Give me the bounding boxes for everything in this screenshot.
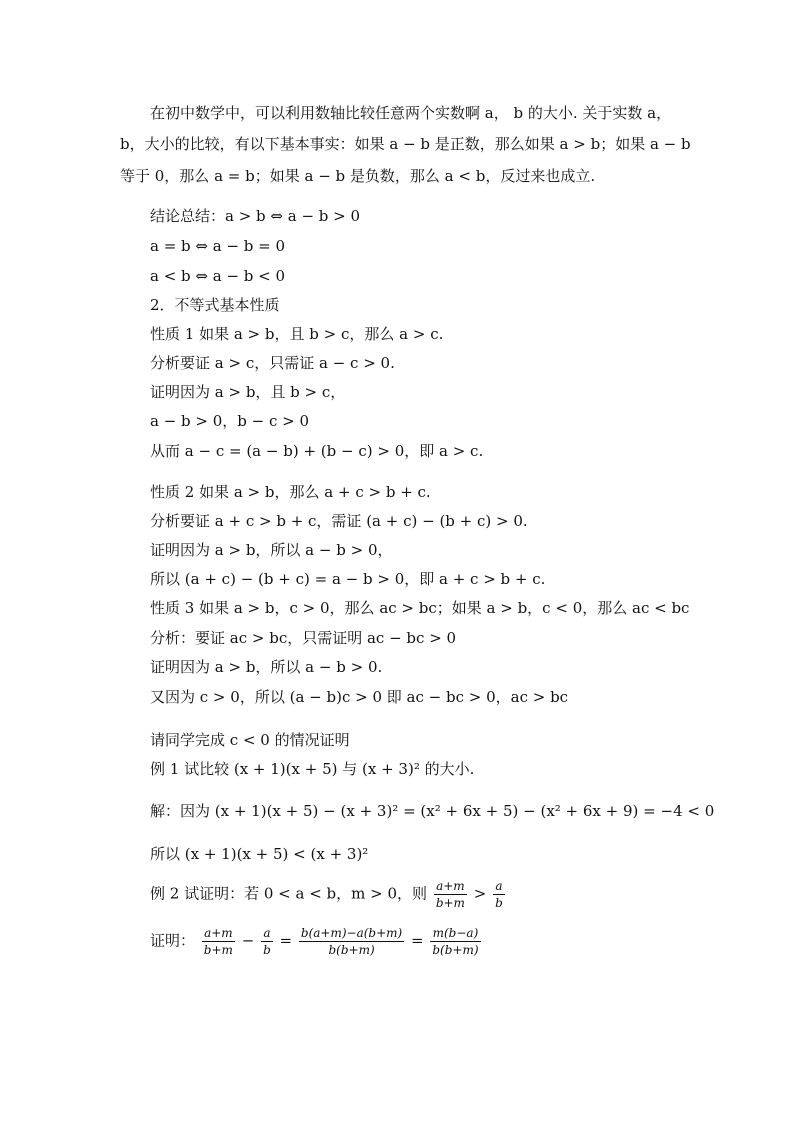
proof-3-line-1: 证明因为 a > b，所以 a − b > 0.: [150, 658, 383, 676]
property-1: 性质 1 如果 a > b，且 b > c，那么 a > c.: [150, 325, 444, 343]
fraction-a-over-b: $\frac{a}{b}$: [495, 879, 503, 910]
proof-2-line-1: 证明因为 a > b，所以 a − b > 0，: [150, 541, 393, 559]
paragraph-line-1: 在初中数学中，可以利用数轴比较任意两个实数啊 a， b 的大小. 关于实数 a，: [150, 104, 672, 122]
analysis-1: 分析要证 a > c，只需证 a − c > 0.: [150, 354, 395, 372]
paragraph-line-3: 等于 0，那么 a = b；如果 a − b 是负数，那么 a < b，反过来也成立.: [120, 167, 596, 185]
proof-fraction-1: $\frac{a+m}{b+m}$: [203, 926, 233, 957]
proof-fraction-3: $\frac{b(a+m)-a(b+m)}{b(b+m)}$: [300, 926, 403, 957]
conclusion-line-2: a = b ⇔ a − b = 0: [150, 237, 286, 255]
proof-1-line-1: 证明因为 a > b，且 b > c，: [150, 383, 346, 401]
proof-fraction-2: $\frac{a}{b}$: [263, 926, 271, 957]
proof-1-line-2: a − b > 0，b − c > 0: [150, 412, 310, 430]
example-1-conclusion: 所以 (x + 1)(x + 5) < (x + 3)²: [150, 845, 369, 863]
analysis-2: 分析要证 a + c > b + c，需证 (a + c) − (b + c) > 0.: [150, 512, 528, 530]
example-2: 例 2 试证明：若 0 < a < b，m > 0，则 $\frac{a+m}{b+m}$ > $\frac{a}{b}$: [150, 879, 503, 910]
property-2: 性质 2 如果 a > b，那么 a + c > b + c.: [150, 483, 431, 501]
example-1: 例 1 试比较 (x + 1)(x + 5) 与 (x + 3)² 的大小.: [150, 760, 475, 778]
example-2-text: 例 2 试证明：若 0 < a < b，m > 0，则: [150, 884, 428, 903]
example-1-solution: 解：因为 (x + 1)(x + 5) − (x + 3)² = (x² + 6x + 5) − (x² + 6x + 9) = −4 < 0: [150, 802, 715, 820]
conclusion-line-3: a < b ⇔ a − b < 0: [150, 267, 286, 285]
exercise-prompt: 请同学完成 c < 0 的情况证明: [150, 731, 350, 749]
paragraph-line-2: b，大小的比较，有以下基本事实：如果 a − b 是正数，那么如果 a > b；如果 a − b: [120, 135, 691, 153]
example-2-proof: 证明： $\frac{a+m}{b+m}$ − $\frac{a}{b}$ = $\frac{b(a+m)-a(b+m)}{b(b+m)}$ = $\frac{m(b-a)}{b(b+m)}$: [150, 926, 479, 957]
conclusion-line-1: 结论总结：a > b ⇔ a − b > 0: [150, 207, 361, 225]
proof-fraction-4: $\frac{m(b-a)}{b(b+m)}$: [432, 926, 479, 957]
analysis-3: 分析：要证 ac > bc，只需证明 ac − bc > 0: [150, 629, 457, 647]
section-heading: 2．不等式基本性质: [150, 296, 280, 314]
proof-2-line-2: 所以 (a + c) − (b + c) = a − b > 0，即 a + c > b + c.: [150, 570, 546, 588]
proof-3-line-2: 又因为 c > 0，所以 (a − b)c > 0 即 ac − bc > 0，ac > bc: [150, 688, 569, 706]
property-3: 性质 3 如果 a > b，c > 0，那么 ac > bc；如果 a > b，c < 0，那么 ac < bc: [150, 599, 690, 617]
fraction-a-plus-m-over-b-plus-m: $\frac{a+m}{b+m}$: [435, 879, 465, 910]
proof-1-line-3: 从而 a − c = (a − b) + (b − c) > 0，即 a > c.: [150, 442, 484, 460]
